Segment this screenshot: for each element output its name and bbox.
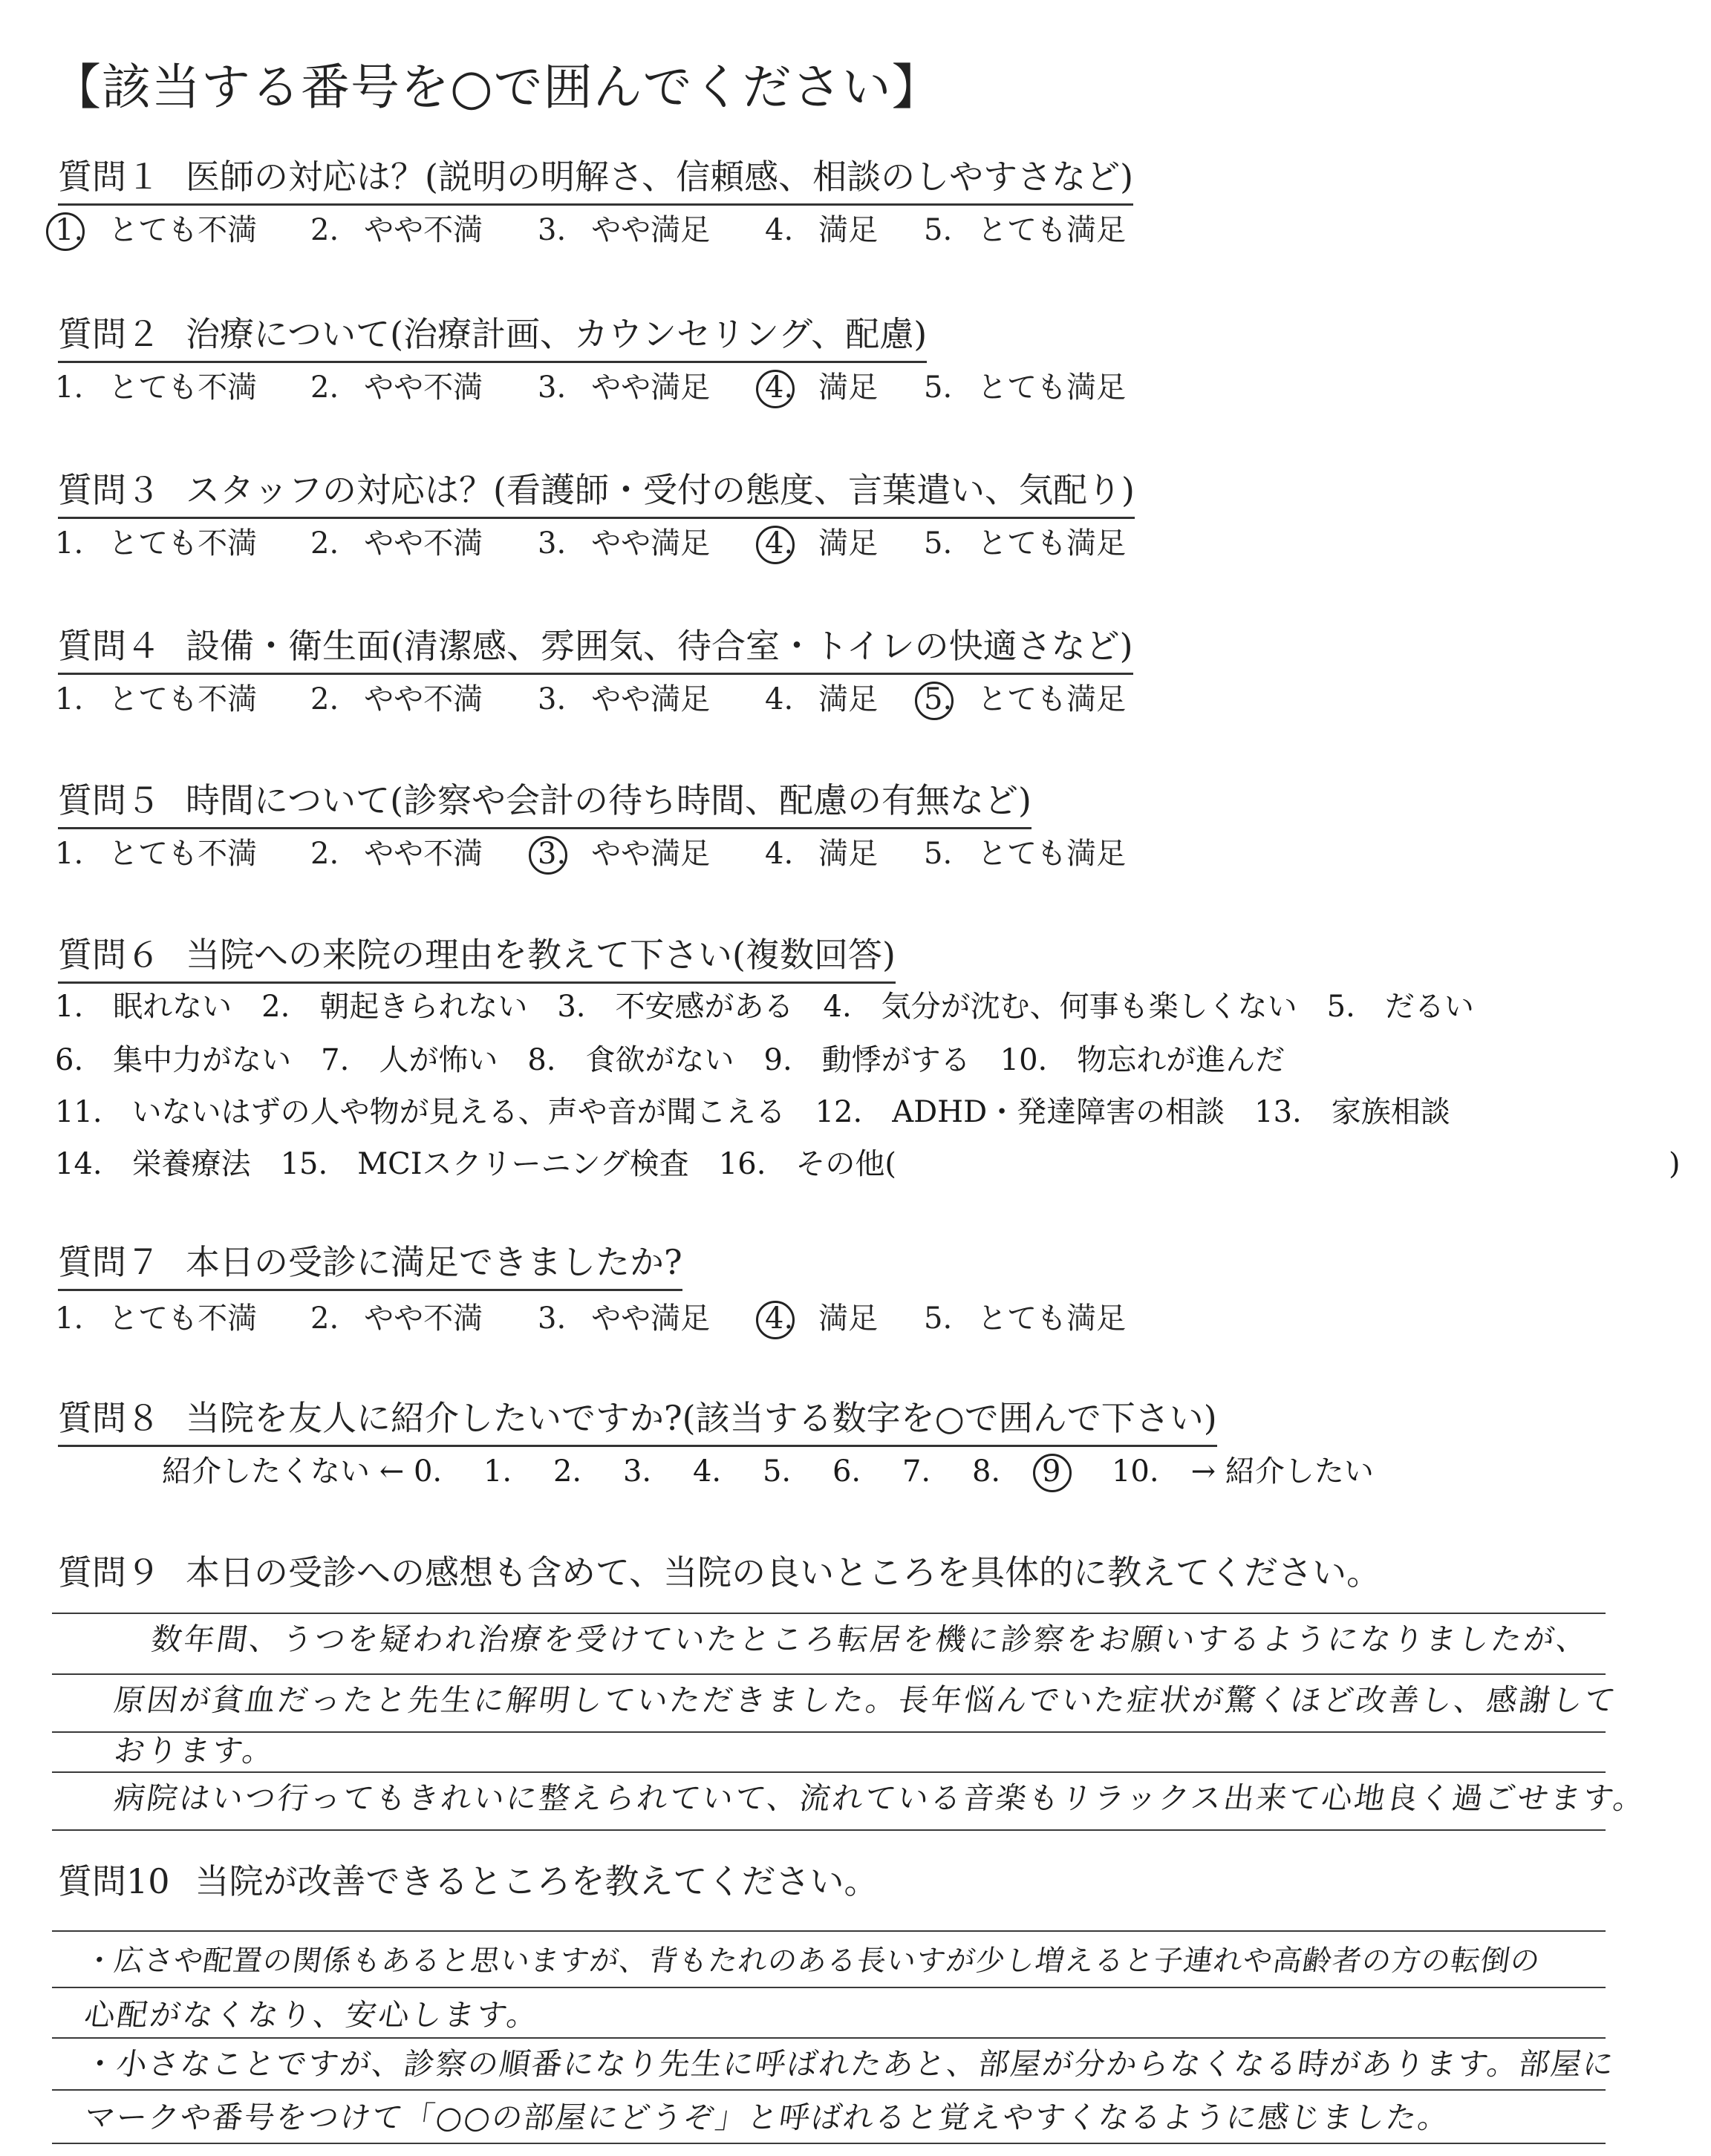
rating-option — [924, 208, 1126, 252]
rating-option — [310, 208, 483, 252]
option-label: 満足 — [818, 837, 879, 871]
option-label: とても不満 — [108, 837, 258, 871]
option-label: やや不満 — [364, 370, 483, 405]
answer-line — [52, 1673, 1606, 1675]
question-10 — [58, 1858, 879, 1908]
option-number: 5. — [924, 677, 952, 722]
question-text: 当院を友人に紹介したいですか?(該当する数字を○で囲んで下さい) — [186, 1398, 1217, 1438]
rating-option-selected — [55, 208, 257, 252]
rating-option — [538, 1296, 710, 1341]
question-number: 質問５ — [58, 780, 160, 820]
option-label: やや満足 — [591, 526, 711, 561]
q10-answer-line-4: マークや番号をつけて「○○の部屋にどうぞ」と呼ばれると覚えやすくなるように感じました。 — [82, 2100, 1453, 2135]
rating-option — [55, 365, 257, 410]
question-text: 本日の受診に満足できましたか? — [186, 1242, 682, 1282]
option-number: 4. — [765, 521, 793, 566]
question-text: 当院への来院の理由を教えて下さい(複数回答) — [186, 935, 896, 975]
option-number: 5. — [924, 526, 953, 561]
option-label: やや不満 — [364, 1301, 483, 1336]
rating-option — [538, 521, 710, 566]
question-text: 本日の受診への感想も含めて、当院の良いところを具体的に教えてください。 — [186, 1552, 1381, 1592]
answer-line — [52, 1829, 1606, 1831]
rating-option — [310, 365, 483, 410]
page-title: 【該当する番号を○で囲んでください】 — [52, 59, 942, 116]
question-7 — [58, 1238, 682, 1291]
rating-option — [310, 677, 483, 722]
option-label: やや満足 — [591, 682, 711, 716]
rating-option-selected — [765, 1296, 878, 1341]
option-label: やや不満 — [364, 837, 483, 871]
answer-line — [52, 2089, 1606, 2091]
answer-line — [52, 2143, 1606, 2144]
option-number: 1. — [55, 370, 84, 405]
option-number: 4. — [765, 682, 794, 716]
rating-option — [310, 1296, 483, 1341]
q6-options-row-1: 1. 眠れない 2. 朝起きられない 3. 不安感がある 4. 気分が沈む、何事も楽しくない 5. だるい — [55, 990, 1474, 1024]
rating-option-selected — [765, 365, 878, 410]
option-number: 3. — [538, 370, 567, 405]
rating-option — [538, 365, 710, 410]
option-label: とても満足 — [977, 1301, 1127, 1336]
option-label: やや満足 — [591, 370, 711, 405]
rating-option — [765, 832, 878, 876]
option-label: やや不満 — [364, 213, 483, 247]
question-1 — [58, 153, 1133, 206]
option-label: とても満足 — [977, 682, 1127, 716]
option-number: 3. — [538, 682, 567, 716]
option-number: 2. — [310, 526, 339, 561]
rating-option — [55, 677, 257, 722]
question-8 — [58, 1394, 1217, 1447]
rating-option — [55, 1296, 257, 1341]
question-5 — [58, 777, 1032, 829]
question-text: スタッフの対応は？(看護師・受付の態度、言葉遣い、気配り) — [186, 470, 1135, 510]
option-label: とても不満 — [108, 1301, 258, 1336]
scale-number: 5. — [762, 1454, 792, 1489]
scale-number: 1. — [483, 1454, 512, 1489]
option-label: 満足 — [818, 682, 879, 716]
answer-line — [52, 2037, 1606, 2039]
recommend-scale — [162, 1449, 1374, 1494]
option-label: とても満足 — [977, 837, 1127, 871]
question-number: 質問７ — [58, 1242, 160, 1282]
option-number: 5. — [924, 370, 953, 405]
option-number: 4. — [765, 365, 793, 410]
option-number: 5. — [924, 213, 953, 247]
q9-answer-line-1: 数年間、うつを疑われ治療を受けていたところ転居を機に診察をお願いするようになりましたが、 — [149, 1621, 1592, 1657]
rating-option — [924, 832, 1126, 876]
option-number: 4. — [765, 837, 794, 871]
scale-number: 9 — [1042, 1449, 1112, 1494]
rating-option-selected — [765, 521, 878, 566]
option-label: とても満足 — [977, 213, 1127, 247]
q10-answer-line-1: ・広さや配置の関係もあると思いますが、背もたれのある長いすが少し増えると子連れや高齢者の方の転倒の — [82, 1944, 1543, 1978]
q9-answer-line-4: 病院はいつ行ってもきれいに整えられていて、流れている音楽もリラックス出来て心地良く過ごせます。 — [111, 1780, 1649, 1816]
question-3 — [58, 466, 1135, 519]
rating-option — [538, 677, 710, 722]
question-number: 質問６ — [58, 935, 160, 975]
option-label: 満足 — [818, 1301, 879, 1336]
selection-circle — [1033, 1454, 1072, 1492]
rating-option-selected — [924, 677, 1126, 722]
answer-line — [52, 1771, 1606, 1773]
q6-options-row-3: 11. いないはずの人や物が見える、声や音が聞こえる 12. ADHD・発達障害の相談 13. 家族相談 — [55, 1095, 1450, 1129]
scale-number: 3. — [622, 1454, 652, 1489]
option-label: やや不満 — [364, 526, 483, 561]
scale-right-label: → 紹介したい — [1190, 1454, 1374, 1489]
question-6 — [58, 931, 896, 984]
scale-number: 10. — [1111, 1454, 1159, 1489]
option-label: 満足 — [818, 370, 879, 405]
option-number: 3. — [538, 526, 567, 561]
question-text: 医師の対応は？(説明の明解さ、信頼感、相談のしやすさなど) — [186, 157, 1134, 197]
answer-line — [52, 1930, 1606, 1932]
rating-option — [765, 208, 878, 252]
scale-left-label: 紹介したくない ← — [162, 1454, 405, 1489]
question-9 — [58, 1549, 1381, 1599]
q10-answer-line-2: 心配がなくなり、安心します。 — [82, 1997, 543, 2033]
answer-line — [52, 1987, 1606, 1988]
option-label: 満足 — [818, 213, 879, 247]
option-label: とても満足 — [977, 370, 1127, 405]
scale-number: 4. — [692, 1454, 722, 1489]
q9-answer-line-2: 原因が貧血だったと先生に解明していただきました。長年悩んでいた症状が驚くほど改善し、感謝して — [111, 1682, 1620, 1718]
option-number: 3. — [538, 832, 566, 876]
scale-number: 2. — [553, 1454, 582, 1489]
q9-answer-line-3: おります。 — [111, 1733, 278, 1768]
rating-option — [310, 832, 483, 876]
option-number: 1. — [55, 682, 84, 716]
option-label: とても不満 — [108, 526, 258, 561]
question-number: 質問１ — [58, 157, 160, 197]
question-text: 時間について(診察や会計の待ち時間、配慮の有無など) — [186, 780, 1032, 820]
option-number: 2. — [310, 682, 339, 716]
option-label: 満足 — [818, 526, 879, 561]
scale-number: 8. — [971, 1454, 1001, 1489]
q10-answer-line-3: ・小さなことですが、診察の順番になり先生に呼ばれたあと、部屋が分からなくなる時があります。部屋に — [82, 2046, 1618, 2082]
rating-option-selected — [538, 832, 710, 876]
rating-option — [924, 521, 1126, 566]
question-text: 設備・衛生面(清潔感、雰囲気、待合室・トイレの快適さなど) — [186, 626, 1133, 666]
scale-number: 0. — [413, 1454, 443, 1489]
answer-line — [52, 1731, 1606, 1733]
rating-option — [924, 365, 1126, 410]
rating-option — [538, 208, 710, 252]
question-text: 治療について(治療計画、カウンセリング、配慮) — [186, 314, 928, 354]
rating-option — [924, 1296, 1126, 1341]
option-number: 5. — [924, 1301, 953, 1336]
question-number: 質問10 — [58, 1861, 170, 1901]
q6-options-row-4: 14. 栄養療法 15. MCIスクリーニング検査 16. その他( ) — [55, 1147, 1681, 1181]
scale-number: 7. — [902, 1454, 931, 1489]
question-text: 当院が改善できるところを教えてください。 — [195, 1861, 879, 1901]
option-number: 2. — [310, 1301, 339, 1336]
question-number: 質問４ — [58, 626, 160, 666]
option-number: 3. — [538, 1301, 567, 1336]
option-label: やや満足 — [591, 1301, 711, 1336]
rating-option — [55, 521, 257, 566]
option-label: とても不満 — [108, 213, 258, 247]
option-number: 4. — [765, 213, 794, 247]
rating-option — [765, 677, 878, 722]
option-number: 2. — [310, 370, 339, 405]
option-label: とても不満 — [108, 370, 258, 405]
q6-options-row-2: 6. 集中力がない 7. 人が怖い 8. 食欲がない 9. 動悸がする 10. 物忘れが進んだ — [55, 1043, 1285, 1077]
option-label: やや満足 — [591, 837, 711, 871]
option-number: 1. — [55, 837, 84, 871]
question-number: 質問３ — [58, 470, 160, 510]
option-number: 5. — [924, 837, 953, 871]
option-label: とても不満 — [108, 682, 258, 716]
scale-numbers — [414, 1454, 1182, 1489]
rating-option — [55, 832, 257, 876]
scale-number: 6. — [832, 1454, 861, 1489]
option-label: やや不満 — [364, 682, 483, 716]
rating-option — [310, 521, 483, 566]
question-number: 質問２ — [58, 314, 160, 354]
question-number: 質問８ — [58, 1398, 160, 1438]
option-label: やや満足 — [591, 213, 711, 247]
answer-line — [52, 1613, 1606, 1614]
option-label: とても満足 — [977, 526, 1127, 561]
question-4 — [58, 622, 1133, 675]
question-2 — [58, 310, 927, 363]
option-number: 4. — [765, 1296, 793, 1341]
question-number: 質問９ — [58, 1552, 160, 1592]
option-number: 1. — [55, 1301, 84, 1336]
option-number: 2. — [310, 837, 339, 871]
option-number: 3. — [538, 213, 567, 247]
option-number: 2. — [310, 213, 339, 247]
option-number: 1. — [55, 526, 84, 561]
option-number: 1. — [55, 208, 83, 252]
